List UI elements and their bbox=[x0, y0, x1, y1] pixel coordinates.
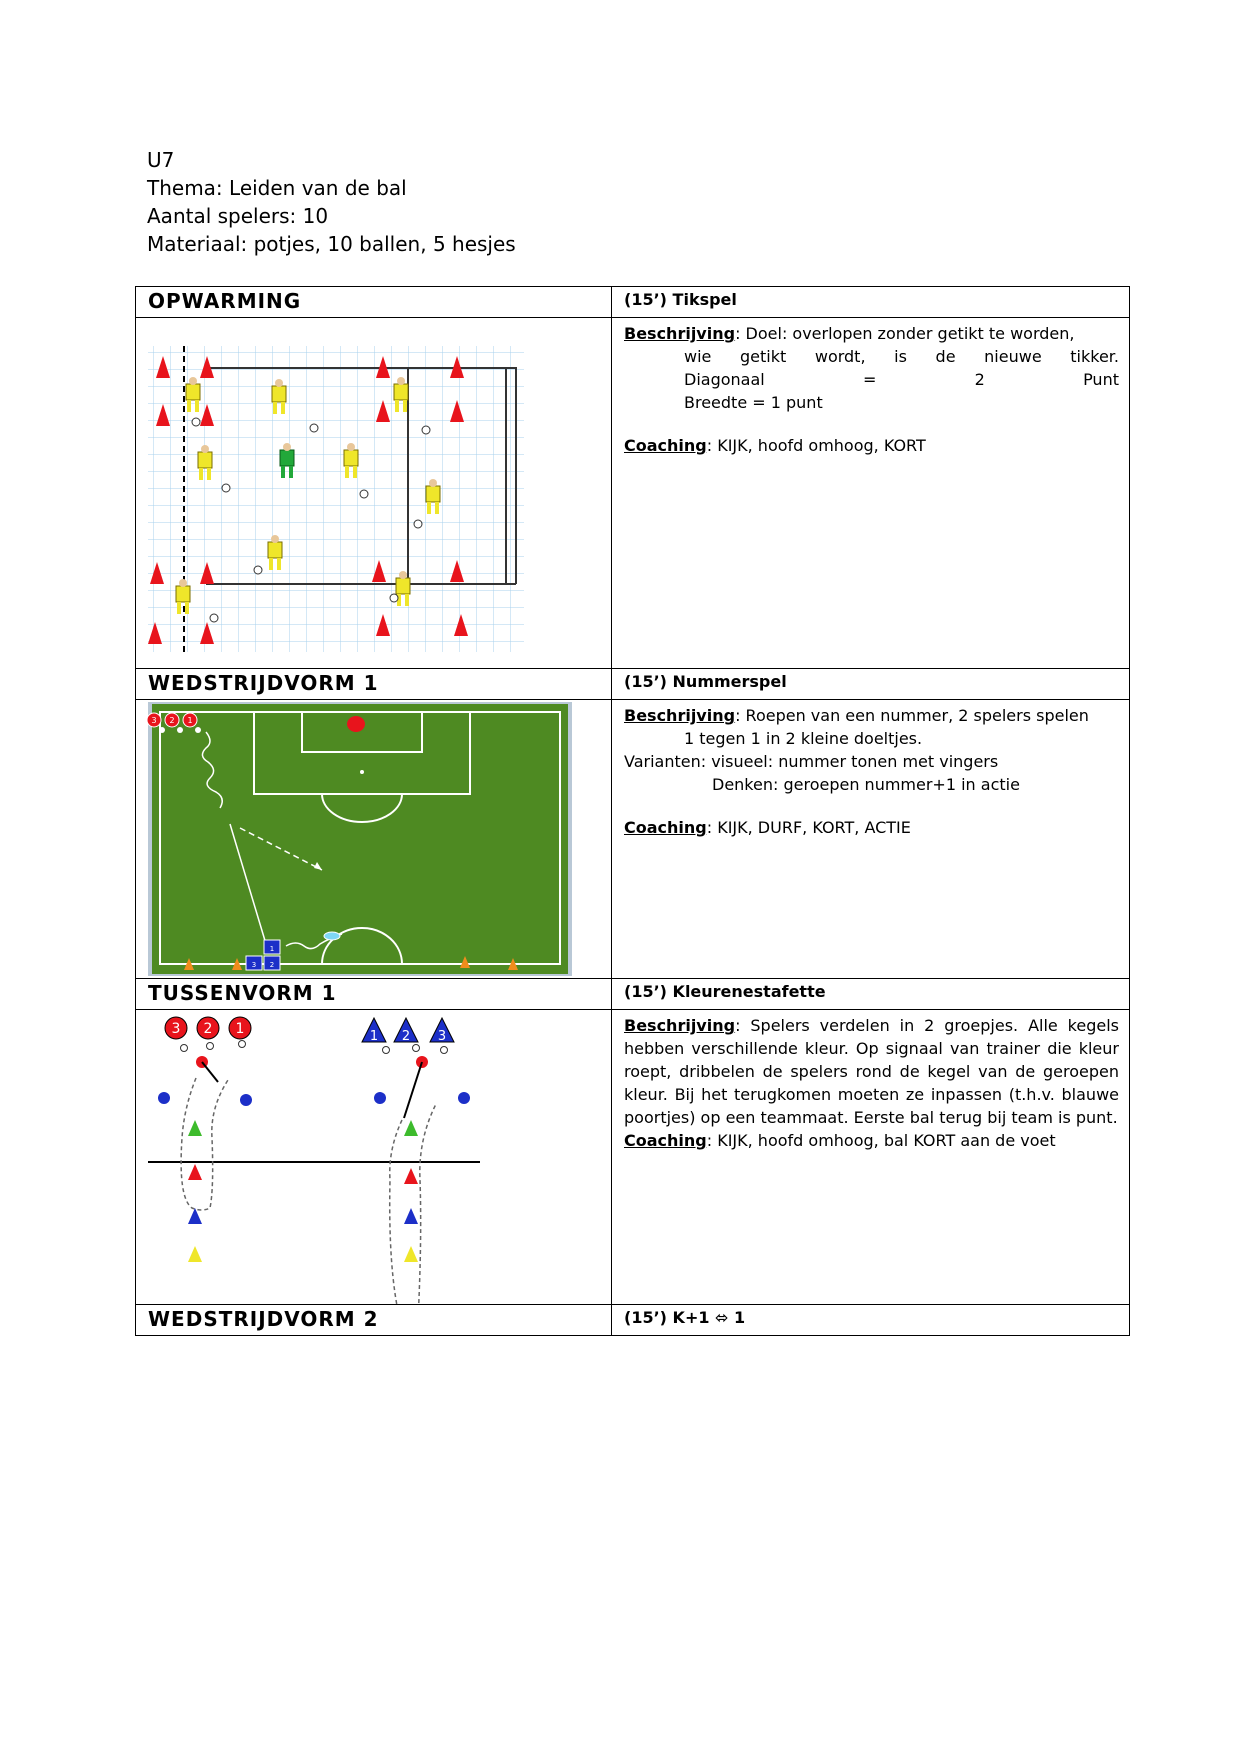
svg-text:3: 3 bbox=[171, 1021, 181, 1037]
svg-text:2: 2 bbox=[203, 1021, 213, 1037]
warmup-description: Beschrijving: Doel: overlopen zonder getikt te worden, wie getikt wordt, is de nieuwe tikker. Diagonaal = 2 Punt Breedte = 1 punt Coaching: KIJK, hoofd omhoog, KORT bbox=[624, 324, 1119, 455]
intermediate-description: Beschrijving: Spelers verdelen in 2 groepjes. Alle kegels hebben verschillende kleur. Op signaal van trainer die kleur roept, dribbelen de spelers rond de kegel van de geroepen kleur. Bij het terugkomen moeten ze inpassen (t.h.v. blauwe poortjes) op een teammaat. Eerste bal terug bij team is punt. Coaching: KIJK, hoofd omhoog, bal KORT aan de voet bbox=[624, 1016, 1119, 1150]
age-group: U7 bbox=[147, 148, 175, 172]
theme: Thema: Leiden van de bal bbox=[147, 176, 407, 200]
blue-player-number: 2 bbox=[269, 961, 275, 969]
colored-cone-icons bbox=[188, 1120, 418, 1262]
intermediate-coaching: Coaching: KIJK, hoofd omhoog, bal KORT aan de voet bbox=[624, 1131, 1056, 1150]
match1-coaching: Coaching: KIJK, DURF, KORT, ACTIE bbox=[624, 818, 911, 837]
exercise-title-match2: (15’) K+1 ⬄ 1 bbox=[624, 1308, 746, 1327]
blue-team-icons bbox=[362, 1018, 454, 1044]
player-count: Aantal spelers: 10 bbox=[147, 204, 329, 228]
svg-text:1: 1 bbox=[235, 1021, 245, 1037]
section-title-warmup: OPWARMING bbox=[148, 289, 302, 313]
blue-player-number: 3 bbox=[251, 961, 257, 969]
exercise-title-intermediate: (15’) Kleurenestafette bbox=[624, 982, 826, 1001]
warmup-coaching: Coaching: KIJK, hoofd omhoog, KORT bbox=[624, 436, 926, 455]
red-player-number: 1 bbox=[187, 716, 193, 725]
red-player-number: 2 bbox=[169, 716, 175, 725]
red-team-icons bbox=[165, 1017, 251, 1039]
section-title-match2: WEDSTRIJDVORM 2 bbox=[148, 1307, 379, 1331]
match1-diagram bbox=[136, 700, 611, 978]
intermediate-diagram bbox=[136, 1010, 611, 1304]
exercise-title-warmup: (15’) Tikspel bbox=[624, 290, 737, 309]
warmup-diagram bbox=[136, 318, 611, 668]
training-plan-table bbox=[135, 286, 1130, 1336]
svg-text:3: 3 bbox=[437, 1029, 447, 1044]
match1-description: Beschrijving: Roepen van een nummer, 2 spelers spelen 1 tegen 1 in 2 kleine doeltjes. Varianten: visueel: nummer tonen met vingers Denken: geroepen nummer+1 in actie Coaching: KIJK, DURF, KORT, ACTIE bbox=[612, 700, 1129, 839]
svg-text:2: 2 bbox=[401, 1029, 411, 1044]
material: Materiaal: potjes, 10 ballen, 5 hesjes bbox=[147, 232, 516, 256]
section-title-intermediate: TUSSENVORM 1 bbox=[148, 981, 337, 1005]
blue-player-number: 1 bbox=[269, 945, 275, 953]
document-header bbox=[147, 146, 516, 258]
section-title-match1: WEDSTRIJDVORM 1 bbox=[148, 671, 379, 695]
exercise-title-match1: (15’) Nummerspel bbox=[624, 672, 787, 691]
description-label: Beschrijving bbox=[624, 324, 736, 343]
red-player-number: 3 bbox=[151, 716, 157, 725]
svg-text:1: 1 bbox=[369, 1029, 379, 1044]
